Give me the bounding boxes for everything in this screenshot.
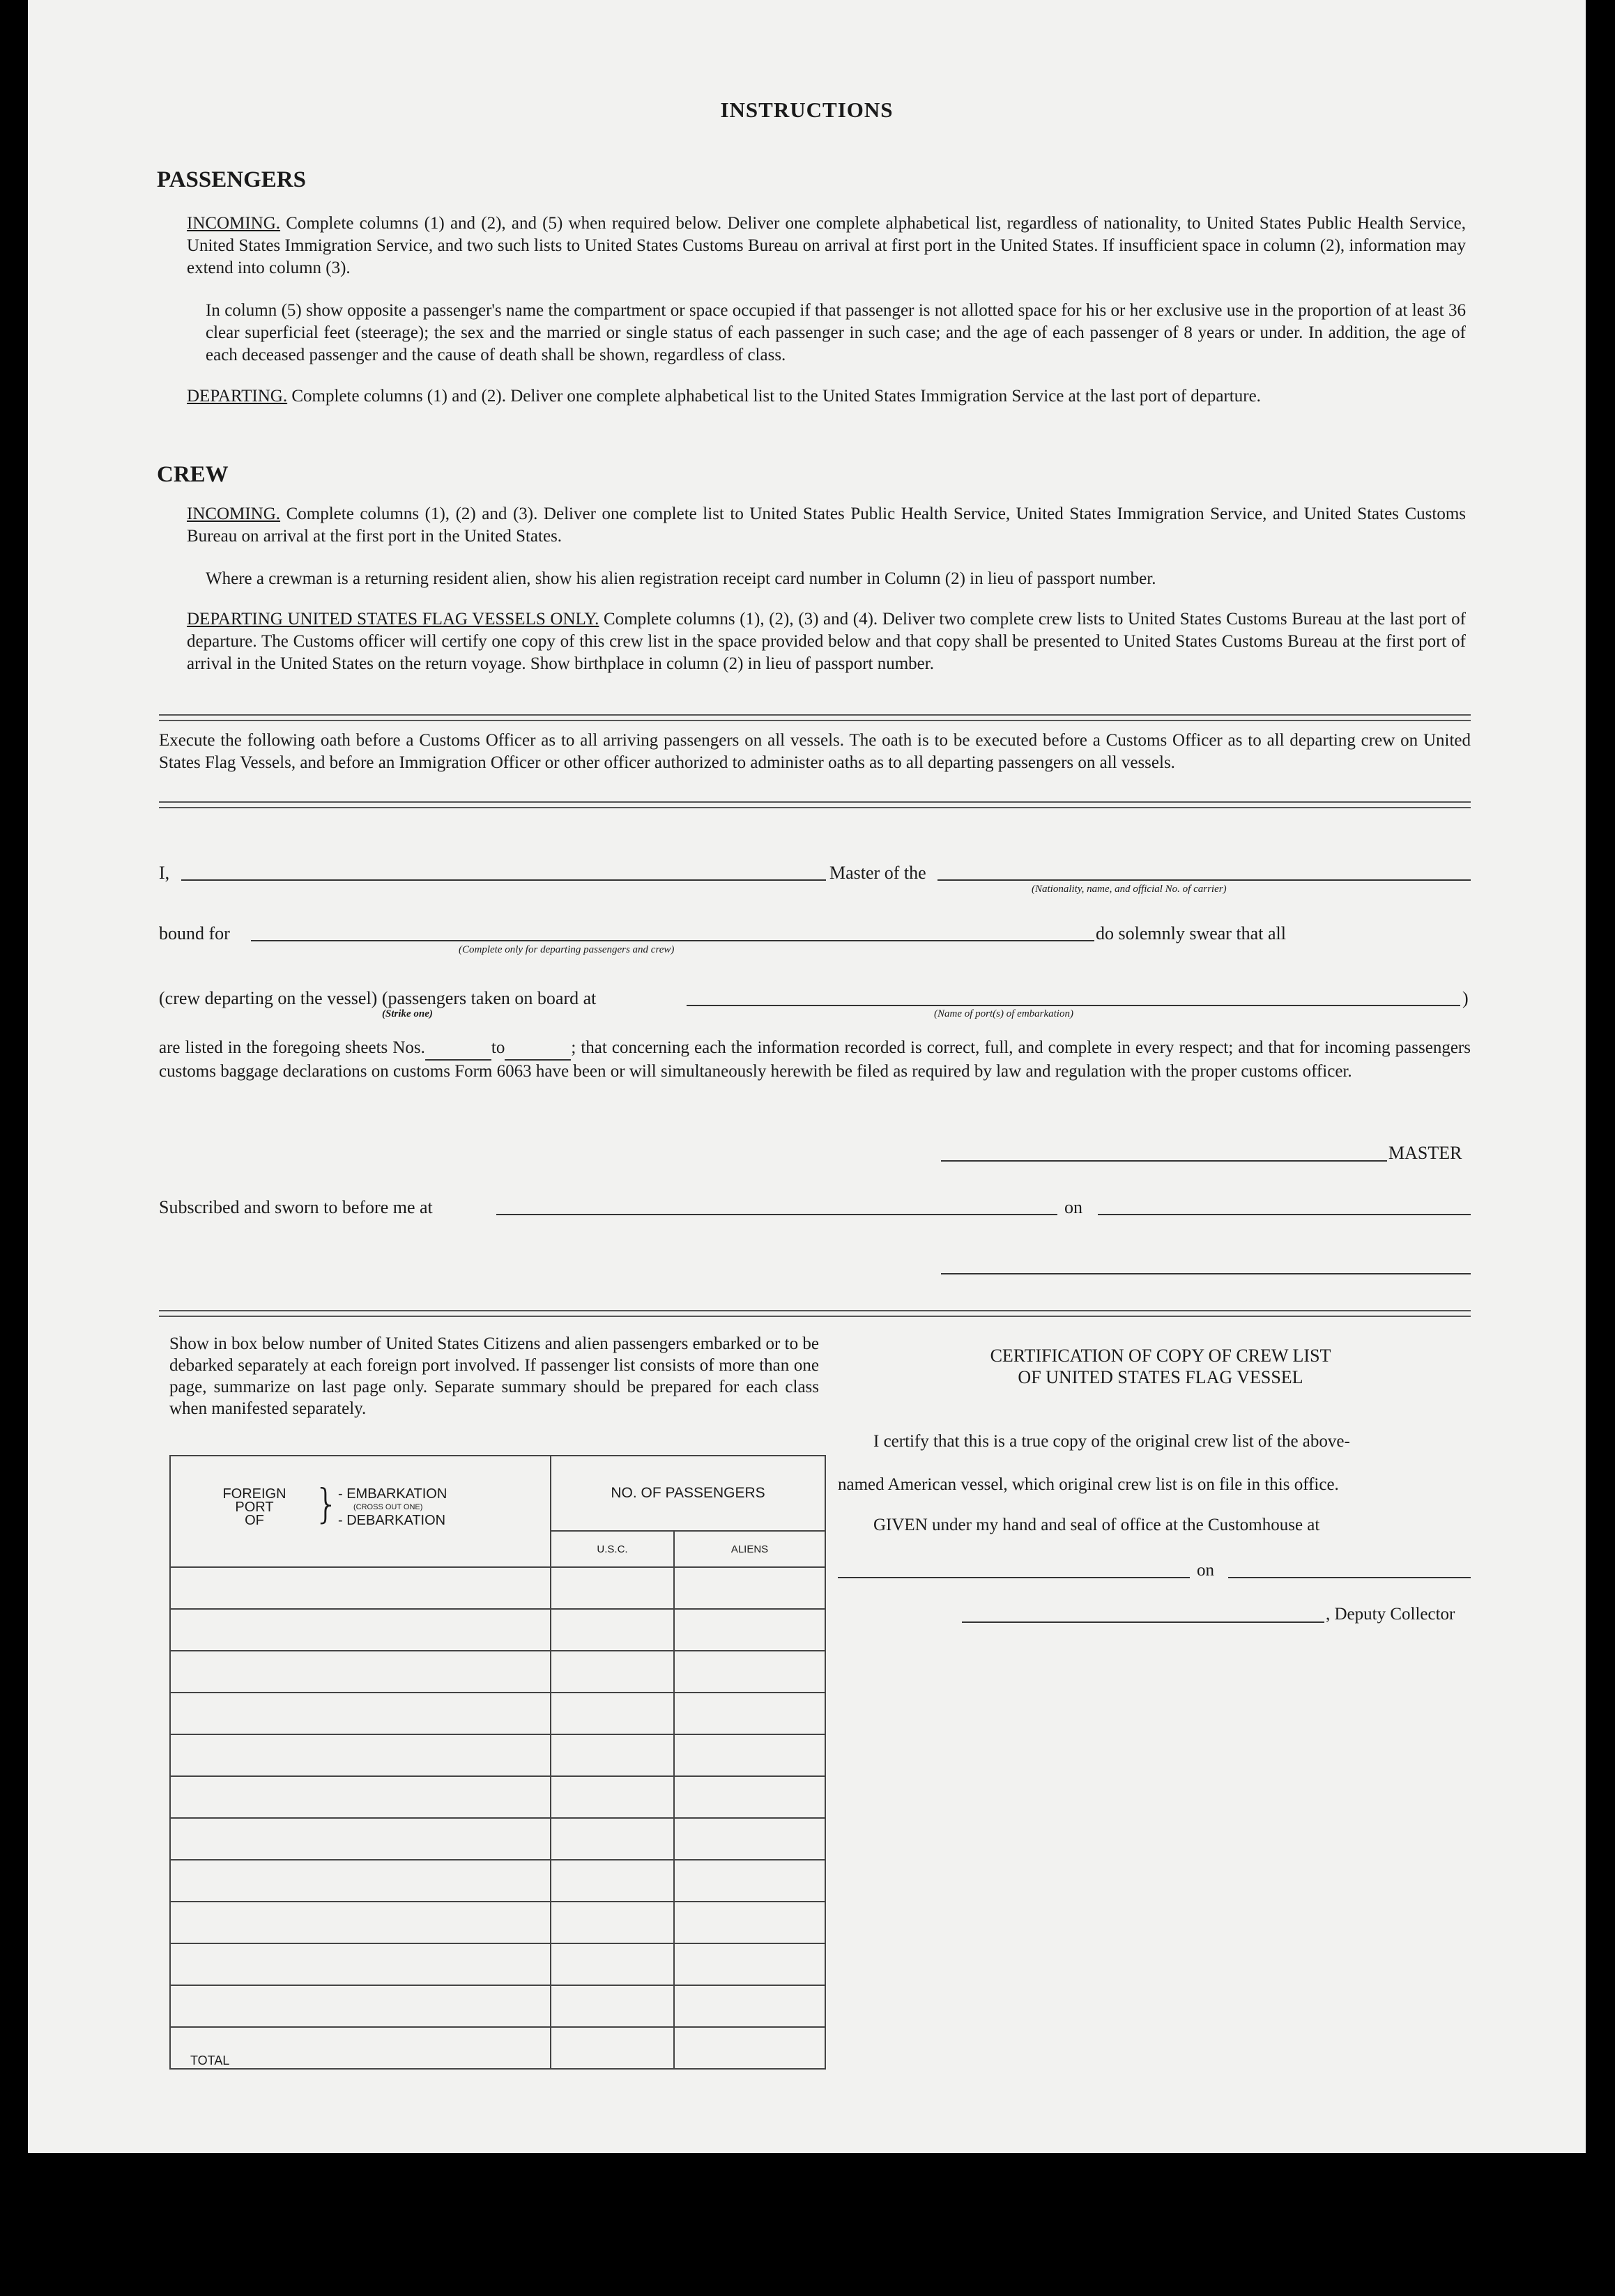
total-label: TOTAL xyxy=(170,2027,551,2069)
passengers-incoming xyxy=(187,213,1466,279)
table-row xyxy=(170,1776,825,1818)
close-paren: ) xyxy=(1462,988,1469,1008)
aliens-cell[interactable] xyxy=(674,1860,825,1902)
usc-cell[interactable] xyxy=(551,1567,674,1609)
foreign-word: FOREIGN xyxy=(222,1486,286,1502)
port-cell[interactable] xyxy=(170,1776,551,1818)
sheet-to-field[interactable] xyxy=(505,1037,571,1061)
port-cell[interactable] xyxy=(170,1943,551,1985)
usc-cell[interactable] xyxy=(551,1943,674,1985)
aliens-cell[interactable] xyxy=(674,1651,825,1693)
port-cell[interactable] xyxy=(170,1902,551,1943)
sworn-place-line[interactable] xyxy=(496,1214,1057,1215)
page-title: INSTRUCTIONS xyxy=(720,98,894,122)
sworn-date-line[interactable] xyxy=(1098,1214,1471,1215)
certification-title xyxy=(850,1345,1471,1388)
certification-title-line1: CERTIFICATION OF COPY OF CREW LIST xyxy=(990,1346,1331,1366)
table-row xyxy=(170,1693,825,1734)
deputy-collector-label: , Deputy Collector xyxy=(1326,1605,1455,1624)
aliens-cell[interactable] xyxy=(674,1776,825,1818)
crew-incoming-label: INCOMING. xyxy=(187,504,281,523)
usc-cell[interactable] xyxy=(551,1776,674,1818)
table-row xyxy=(170,1818,825,1860)
officer-signature-line[interactable] xyxy=(941,1273,1471,1274)
subscribed-label: Subscribed and sworn to before me at xyxy=(159,1197,433,1217)
bound-for-line[interactable] xyxy=(251,940,1094,941)
usc-header: U.S.C. xyxy=(551,1531,674,1567)
usc-cell[interactable] xyxy=(551,1818,674,1860)
table-row xyxy=(170,1943,825,1985)
section-divider xyxy=(159,714,1471,721)
oath-i-label: I, xyxy=(159,863,170,883)
cross-out-note: (CROSS OUT ONE) xyxy=(353,1503,423,1511)
port-cell[interactable] xyxy=(170,1567,551,1609)
strike-one-note: (Strike one) xyxy=(382,1008,433,1019)
port-cell[interactable] xyxy=(170,1860,551,1902)
brace-icon: } xyxy=(314,1480,339,1527)
of-word: OF xyxy=(245,1513,264,1528)
passengers-departing-text: Complete columns (1) and (2). Deliver one complete alphabetical list to the United States Immigration Service at the last port of departure. xyxy=(287,387,1261,406)
total-usc-cell[interactable] xyxy=(551,2027,674,2069)
port-cell[interactable] xyxy=(170,1985,551,2027)
total-row xyxy=(170,2027,825,2069)
port-cell[interactable] xyxy=(170,1693,551,1734)
aliens-cell[interactable] xyxy=(674,1609,825,1651)
embark-debark-options xyxy=(338,1488,447,1527)
section-divider xyxy=(159,1310,1471,1317)
listed-to: to xyxy=(491,1038,505,1057)
certification-title-line2: OF UNITED STATES FLAG VESSEL xyxy=(1018,1367,1303,1387)
usc-cell[interactable] xyxy=(551,1651,674,1693)
port-header-cell xyxy=(170,1456,551,1567)
passengers-column5: In column (5) show opposite a passenger's name the compartment or space occupied if that passenger is not allotted space for his or her exclusive use in the proportion of at least 36 clear superficial feet (steerage); the sex and the married or single status of each passenger in such case; and the age of each passenger of 8 years or under. In addition, the age of each deceased passenger and the cause of death shall be shown, regardless of class. xyxy=(206,301,1466,364)
aliens-cell[interactable] xyxy=(674,1693,825,1734)
port-cell[interactable] xyxy=(170,1651,551,1693)
port-cell[interactable] xyxy=(170,1734,551,1776)
total-aliens-cell[interactable] xyxy=(674,2027,825,2069)
customhouse-line[interactable] xyxy=(838,1577,1190,1578)
bound-for-label: bound for xyxy=(159,923,230,943)
carrier-line[interactable] xyxy=(937,879,1471,881)
swear-label: do solemnly swear that all xyxy=(1096,923,1286,943)
aliens-cell[interactable] xyxy=(674,1943,825,1985)
table-row xyxy=(170,1567,825,1609)
master-label: MASTER xyxy=(1388,1143,1462,1163)
debarkation-option[interactable]: - DEBARKATION xyxy=(338,1513,446,1528)
usc-cell[interactable] xyxy=(551,1693,674,1734)
aliens-cell[interactable] xyxy=(674,1985,825,2027)
listed-post: ; that concerning each the information recorded is correct, full, and complete in every respect; and that for incoming passengers customs baggage declarations on customs Form 6063 have been or will simultaneously herewith be filed as required by law and regulation with the proper customs officer. xyxy=(159,1038,1471,1081)
sheet-from-field[interactable] xyxy=(425,1037,491,1061)
embarkation-option[interactable]: - EMBARKATION xyxy=(338,1486,447,1502)
embarkation-ports-line[interactable] xyxy=(687,1005,1460,1006)
table-row xyxy=(170,1651,825,1693)
passengers-heading: PASSENGERS xyxy=(157,167,306,192)
crew-departing-label: DEPARTING UNITED STATES FLAG VESSELS ONLY. xyxy=(187,610,599,629)
crew-departing-text: Complete columns (1), (2), (3) and (4). Deliver two complete crew lists to United States Customs Bureau at the last port of departure. The Customs officer will certify one copy of this crew list in the space provided below and that copy shall be presented to United States Customs Bureau at the first port of arrival in the United States on the return voyage. Show birthplace in column (2) in lieu of passport number. xyxy=(187,610,1466,673)
master-signature-line[interactable] xyxy=(941,1160,1387,1162)
crew-departing xyxy=(187,608,1466,675)
no-passengers-header: NO. OF PASSENGERS xyxy=(551,1456,825,1531)
master-of-label: Master of the xyxy=(829,863,926,883)
master-name-line[interactable] xyxy=(181,879,826,881)
section-divider xyxy=(159,801,1471,808)
summary-instructions: Show in box below number of United States Citizens and alien passengers embarked or to be debarked separately at each foreign port involved. If passenger list consists of more than one page, summarize on last page only. Separate summary should be prepared for each class when manifested separately. xyxy=(169,1334,819,1418)
crew-heading: CREW xyxy=(157,462,229,487)
crew-resident: Where a crewman is a returning resident alien, show his alien registration receipt card number in Column (2) in lieu of passport number. xyxy=(206,569,1156,588)
oath-intro: Execute the following oath before a Customs Officer as to all arriving passengers on all vessels. The oath is to be executed before a Customs Officer as to all departing crew on United States Flag Vessels, and before an Immigration Officer or other officer authorized to administer oaths as to all departing passengers on all vessels. xyxy=(159,731,1471,772)
crew-incoming xyxy=(187,503,1466,548)
complete-note: (Complete only for departing passengers and crew) xyxy=(459,944,675,955)
cert-on-label: on xyxy=(1197,1561,1214,1580)
table-row xyxy=(170,1734,825,1776)
cert-date-line[interactable] xyxy=(1228,1577,1471,1578)
given-text: GIVEN under my hand and seal of office at the Customhouse at xyxy=(873,1516,1320,1534)
usc-cell[interactable] xyxy=(551,1902,674,1943)
port-cell[interactable] xyxy=(170,1818,551,1860)
listed-paragraph xyxy=(159,1037,1471,1083)
table-row xyxy=(170,1902,825,1943)
certify-line2: named American vessel, which original crew list is on file in this office. xyxy=(838,1475,1339,1494)
passengers-departing xyxy=(187,385,1466,408)
aliens-cell[interactable] xyxy=(674,1734,825,1776)
aliens-cell[interactable] xyxy=(674,1902,825,1943)
aliens-header: ALIENS xyxy=(674,1531,825,1567)
certify-line1: I certify that this is a true copy of the original crew list of the above- xyxy=(873,1432,1350,1451)
aliens-cell[interactable] xyxy=(674,1818,825,1860)
carrier-note: (Nationality, name, and official No. of carrier) xyxy=(1032,884,1227,895)
passengers-incoming-label: INCOMING. xyxy=(187,214,281,233)
foreign-port-of xyxy=(206,1488,303,1527)
port-cell[interactable] xyxy=(170,1609,551,1651)
table-row xyxy=(170,1985,825,2027)
ports-note: (Name of port(s) of embarkation) xyxy=(934,1008,1073,1019)
passengers-incoming-text: Complete columns (1) and (2), and (5) when required below. Deliver one complete alphabetical list, regardless of nationality, to United States Public Health Service, United States Immigration Service, and two such lists to United States Customs Bureau on arrival at first port in the United States. If insufficient space in column (2), information may extend into column (3). xyxy=(187,214,1466,277)
listed-pre: are listed in the foregoing sheets Nos. xyxy=(159,1038,425,1057)
usc-cell[interactable] xyxy=(551,1860,674,1902)
aliens-cell[interactable] xyxy=(674,1567,825,1609)
port-word: PORT xyxy=(235,1500,274,1515)
passengers-departing-label: DEPARTING. xyxy=(187,387,288,406)
usc-cell[interactable] xyxy=(551,1609,674,1651)
form-page xyxy=(28,0,1586,2153)
table-row xyxy=(170,1609,825,1651)
crew-incoming-text: Complete columns (1), (2) and (3). Deliver one complete list to United States Public Health Service, United States Immigration Service, and United States Customs Bureau on arrival at the first port in the United States. xyxy=(187,504,1466,546)
sworn-on-label: on xyxy=(1064,1197,1082,1217)
crew-departing-label-line: (crew departing on the vessel) (passengers taken on board at xyxy=(159,988,597,1008)
usc-cell[interactable] xyxy=(551,1734,674,1776)
passenger-summary-table xyxy=(169,1455,826,2070)
deputy-signature-line[interactable] xyxy=(962,1621,1324,1623)
table-row xyxy=(170,1860,825,1902)
usc-cell[interactable] xyxy=(551,1985,674,2027)
